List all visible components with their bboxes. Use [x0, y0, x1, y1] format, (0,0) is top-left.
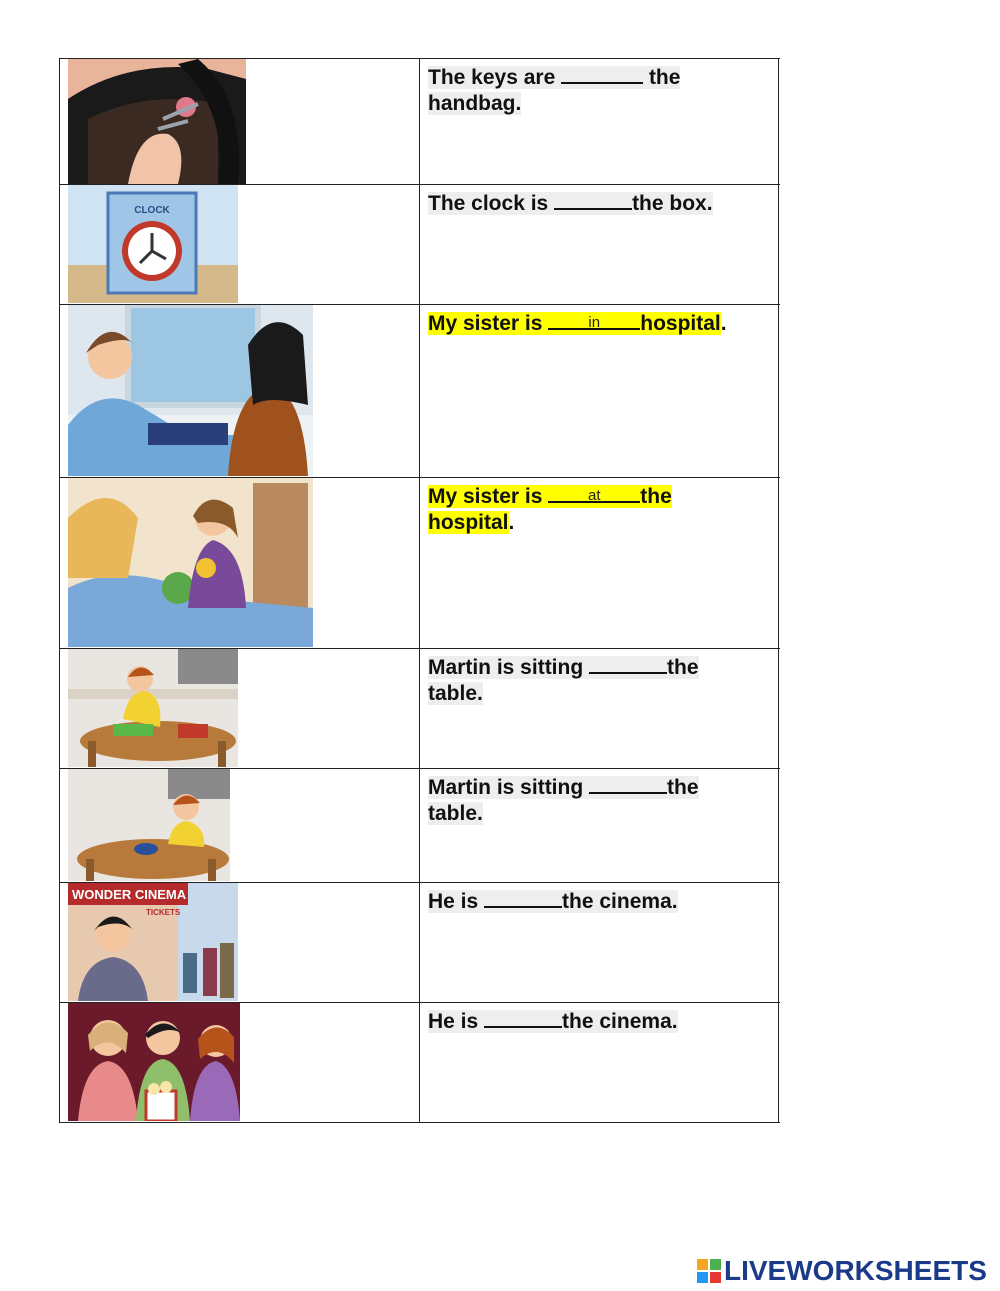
svg-text:CLOCK: CLOCK — [134, 205, 170, 216]
svg-text:WONDER CINEMA: WONDER CINEMA — [72, 887, 187, 902]
sentence-cell — [420, 185, 779, 304]
table-row — [60, 185, 780, 305]
answer-blank[interactable] — [554, 188, 632, 210]
liveworksheets-icon — [697, 1259, 721, 1283]
sentence: My sister is in hospital — [428, 312, 721, 335]
friends-in-cinema-picture — [68, 1003, 240, 1121]
boy-on-table-picture — [68, 649, 238, 767]
sentence-cell — [420, 883, 779, 1002]
table-row — [60, 305, 780, 478]
svg-text:TICKETS: TICKETS — [146, 908, 181, 917]
answer-blank[interactable]: in — [548, 308, 640, 330]
boy-at-cinema-picture — [68, 883, 238, 1001]
keys-in-handbag-picture — [68, 59, 246, 184]
sentence: My sister is at the hospital — [428, 485, 672, 534]
sentence: The keys are the handbag. — [428, 66, 680, 115]
sentence: He is the cinema. — [428, 890, 678, 913]
answer-blank[interactable] — [589, 652, 667, 674]
sentence-cell — [420, 59, 779, 184]
picture-cell — [60, 478, 420, 648]
table-row — [60, 59, 780, 185]
girl-in-hospital-bed-picture — [68, 305, 313, 476]
picture-cell — [60, 769, 420, 882]
picture-cell — [60, 59, 420, 184]
table-row — [60, 1003, 780, 1123]
answer-blank[interactable] — [484, 1006, 562, 1028]
answer-blank[interactable] — [589, 772, 667, 794]
table-row — [60, 649, 780, 769]
answer-blank[interactable] — [484, 886, 562, 908]
worksheet-table — [59, 58, 780, 1123]
picture-cell — [60, 1003, 420, 1122]
sentence: Martin is sitting the table. — [428, 776, 699, 825]
answer-blank[interactable]: at — [548, 481, 640, 503]
table-row — [60, 478, 780, 649]
visitor-at-hospital-picture — [68, 478, 313, 647]
table-row — [60, 883, 780, 1003]
liveworksheets-wordmark: LIVEWORKSHEETS — [724, 1255, 987, 1286]
liveworksheets-logo — [697, 1256, 987, 1286]
sentence: Martin is sitting the table. — [428, 656, 699, 705]
sentence-cell — [420, 1003, 779, 1122]
sentence: The clock is the box. — [428, 192, 713, 215]
answer-blank[interactable] — [561, 62, 643, 84]
picture-cell — [60, 305, 420, 477]
sentence: He is the cinema. — [428, 1010, 678, 1033]
boy-at-table-picture — [68, 769, 230, 881]
table-row — [60, 769, 780, 883]
sentence-cell — [420, 649, 779, 768]
sentence-cell: My sister is in hospital. — [420, 305, 779, 477]
clock-in-box-picture — [68, 185, 238, 303]
picture-cell — [60, 649, 420, 768]
sentence-cell — [420, 769, 779, 882]
sentence-cell: My sister is at the hospital. — [420, 478, 779, 648]
picture-cell — [60, 883, 420, 1002]
picture-cell — [60, 185, 420, 304]
